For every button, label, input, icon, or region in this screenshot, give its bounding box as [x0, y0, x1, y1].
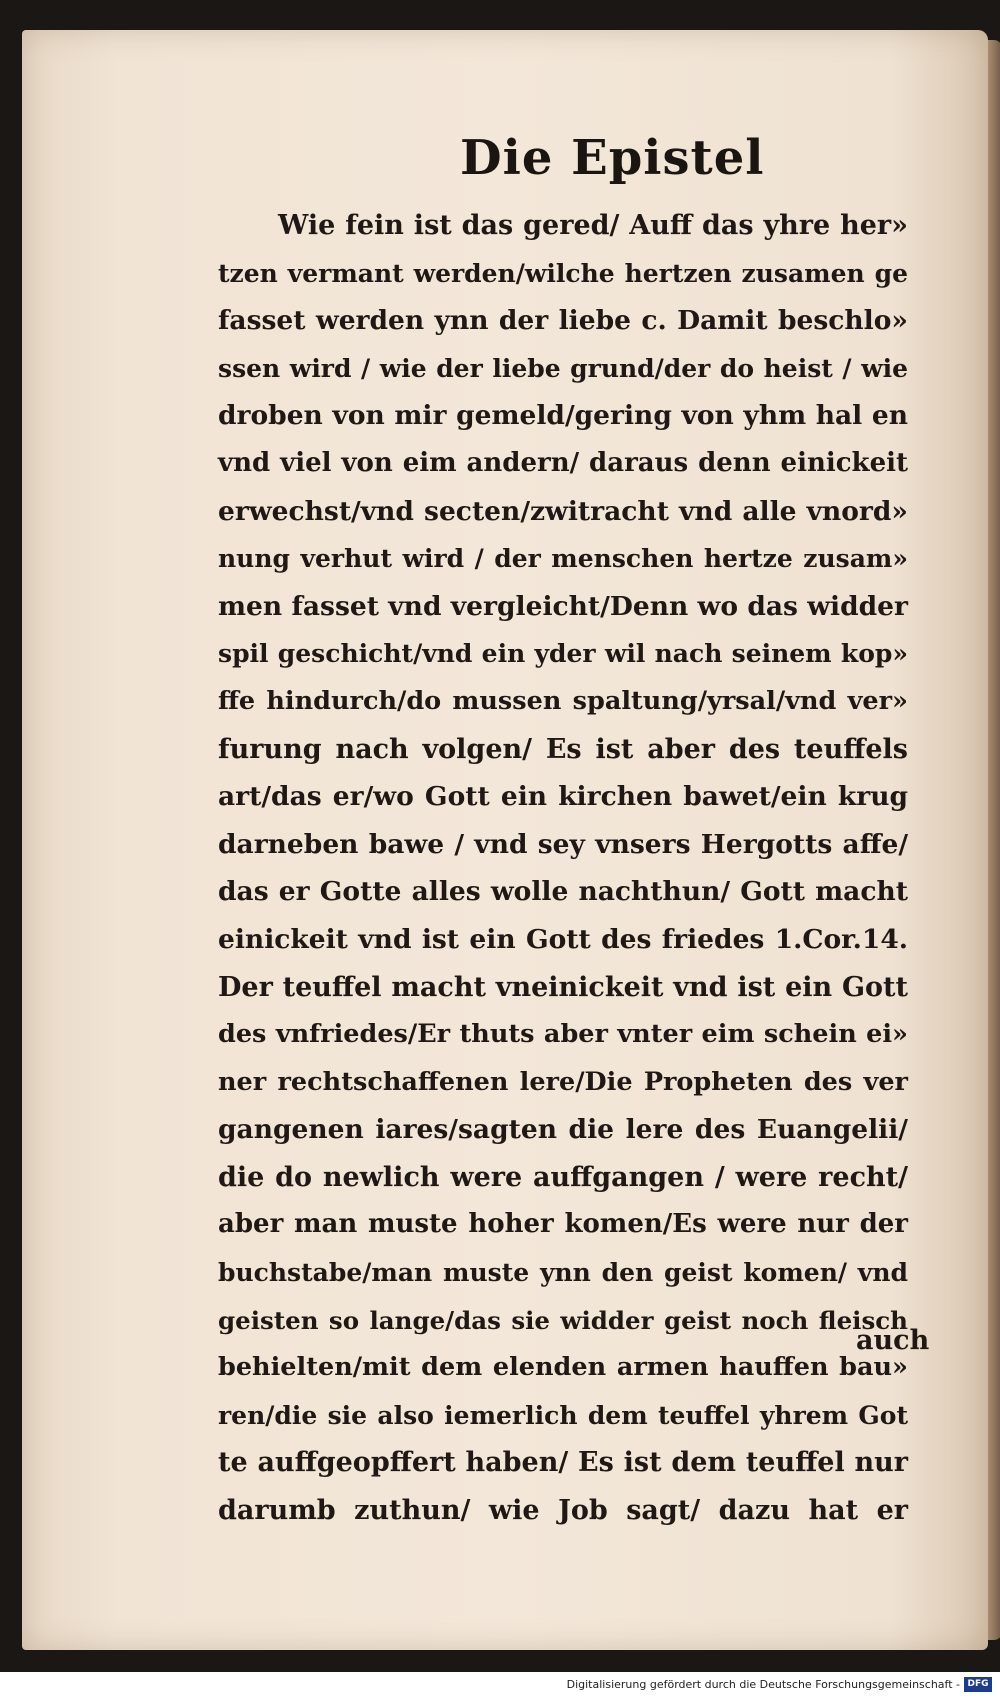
- text-line: die do newlich were auffgangen / were recht/: [218, 1161, 908, 1193]
- text-line: des vnfriedes/Er thuts aber vnter eim schein ei»: [218, 1019, 908, 1050]
- text-line: Der teuffel macht vneinickeit vnd ist ein Gott: [218, 971, 908, 1003]
- text-line: fasset werden ynn der liebe c. Damit beschlo»: [218, 305, 908, 337]
- text-line: ner rechtschaffenen lere/Die Propheten des ver: [218, 1066, 908, 1097]
- text-line: ffe hindurch/do mussen spaltung/yrsal/vnd ver»: [218, 685, 908, 716]
- digitization-footer: [0, 1672, 1000, 1699]
- page-edge: [988, 40, 1000, 1640]
- text-line: geisten so lange/das sie widder geist noch fleisch: [218, 1305, 908, 1335]
- text-line: buchstabe/man muste ynn den geist komen/ vnd: [218, 1258, 908, 1288]
- body-text: [218, 202, 908, 1535]
- dfg-logo: DFG: [964, 1677, 992, 1692]
- text-line: vnd viel von eim andern/ daraus denn einickeit: [218, 447, 908, 478]
- text-line: darneben bawe / vnd sey vnsers Hergotts affe/: [218, 828, 908, 860]
- text-line: art/das er/wo Gott ein kirchen bawet/ein krug: [218, 781, 908, 813]
- text-line: behielten/mit dem elenden armen hauffen bau»: [218, 1352, 908, 1383]
- text-line: droben von mir gemeld/gering von yhm hal en: [218, 400, 908, 432]
- text-line: te auffgeopffert haben/ Es ist dem teuffel nur: [218, 1447, 908, 1479]
- text-line: gangenen iares/sagten die lere des Euangelii/: [218, 1114, 908, 1146]
- text-line: Wie fein ist das gered/ Auff das yhre her»: [278, 210, 908, 241]
- text-line: ssen wird / wie der liebe grund/der do heist / wie: [218, 353, 908, 383]
- text-line: einickeit vnd ist ein Gott des friedes 1.Cor.14.: [218, 923, 908, 955]
- text-line: tzen vermant werden/wilche hertzen zusamen ge: [218, 258, 908, 288]
- text-line: nung verhut wird / der menschen hertze zusam»: [218, 544, 908, 574]
- text-line: erwechst/vnd secten/zwitracht vnd alle vnord»: [218, 495, 908, 527]
- text-line: furung nach volgen/ Es ist aber des teuffels: [218, 733, 908, 765]
- text-line: men fasset vnd vergleicht/Denn wo das widder: [218, 590, 908, 622]
- funding-credit: Digitalisierung gefördert durch die Deutsche Forschungsgemeinschaft -: [566, 1678, 960, 1691]
- text-line: aber man muste hoher komen/Es were nur der: [218, 1209, 908, 1240]
- catchword: auch: [856, 1325, 930, 1356]
- text-line: spil geschicht/vnd ein yder wil nach seinem kop»: [218, 639, 908, 669]
- text-line: ren/die sie also iemerlich dem teuffel yhrem Got: [218, 1400, 908, 1430]
- running-head: Die Epistel: [460, 130, 765, 186]
- text-line: das er Gotte alles wolle nachthun/ Gott macht: [218, 876, 908, 908]
- text-line: darumb zuthun/ wie Job sagt/ dazu hat er: [218, 1495, 908, 1527]
